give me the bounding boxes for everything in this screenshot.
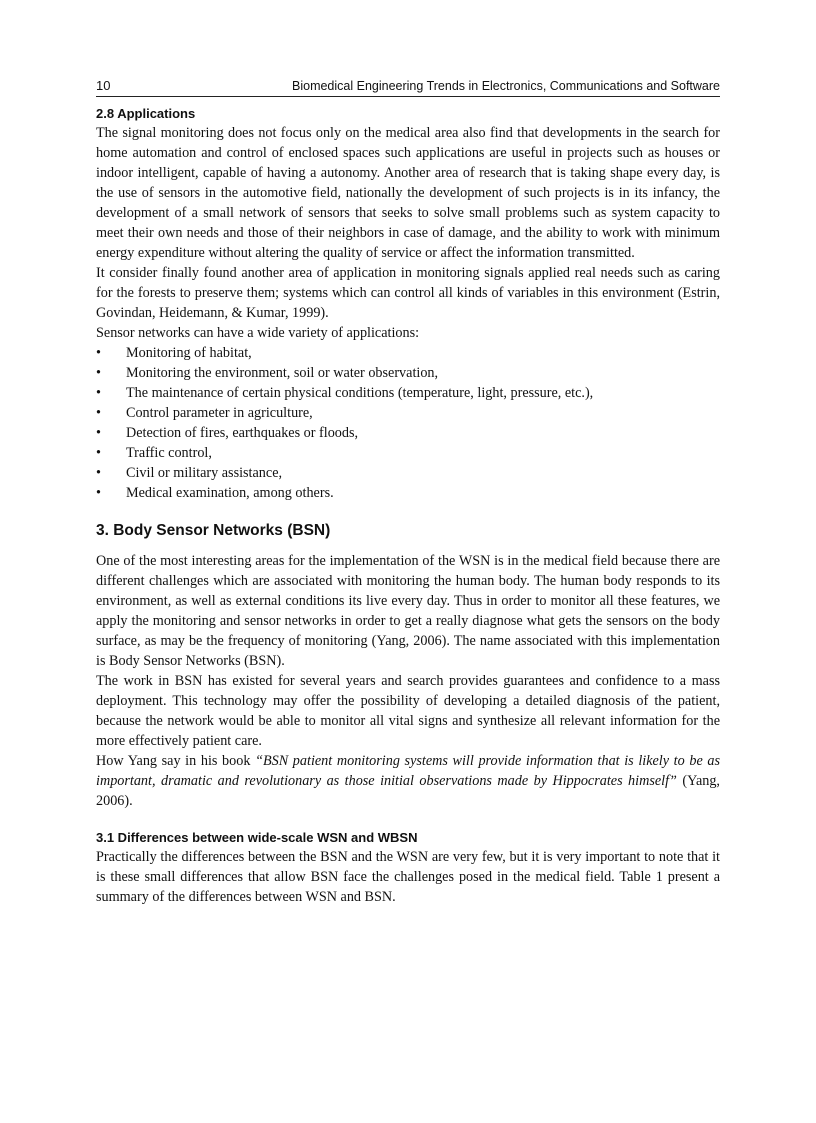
section-heading-2-8: 2.8 Applications [96,106,196,121]
list-item [96,363,720,383]
applications-list [96,343,720,503]
paragraph: The work in BSN has existed for several years and search provides guarantees and confidence to a mass deployment. This technology may offer the possibility of developing a detailed diagnosis of the patient, because the network would be able to monitor all vital signs and synthesize all relevant information for the more effectively patient care. [96,673,720,749]
list-item-text: The maintenance of certain physical conditions (temperature, light, pressure, etc.), [126,385,594,401]
list-item-text: Traffic control, [126,445,212,461]
section-heading-3-1: 3.1 Differences between wide-scale WSN and WBSN [96,830,418,845]
page-number: 10 [96,78,111,93]
list-item [96,383,720,403]
bullet-icon: • [96,365,101,381]
running-header [96,78,720,97]
paragraph: Sensor networks can have a wide variety of applications: [96,325,420,341]
bullet-icon: • [96,465,101,481]
quote-paragraph [96,751,720,811]
paragraph: One of the most interesting areas for the implementation of the WSN is in the medical field because there are different challenges which are associated with monitoring the human body. The human body responds to its environment, as well as external conditions its live every day. Thus in order to monitor all these features, we apply the monitoring and sensor networks in order to get a really diagnose what gets the sensors on the body surface, as may be the frequency of monitoring (Yang, 2006). The name associated with this implementation is Body Sensor Networks (BSN). [96,553,720,669]
list-item [96,423,720,443]
quote-lead: How Yang say in his book [96,753,256,769]
list-item-text: Detection of fires, earthquakes or floods, [126,425,359,441]
bullet-icon: • [96,445,101,461]
bullet-icon: • [96,485,101,501]
list-item [96,343,720,363]
list-item-text: Civil or military assistance, [126,465,283,481]
bullet-icon: • [96,405,101,421]
bullet-icon: • [96,385,101,401]
paragraph: The signal monitoring does not focus only on the medical area also find that developments in the search for home automation and control of enclosed spaces such applications are useful in projects such as houses or indoor intelligent, capable of having a autonomy. Another area of research that is taking shape every day, is the use of sensors in the automotive field, nationally the development of such projects is in its infancy, the development of a small network of sensors that seeks to solve small problems such as system capacity to meet their own needs and those of their neighbors in case of damage, and the ability to work with minimum energy expenditure without altering the quality of service or affect the information transmitted. [96,125,720,261]
book-title: Biomedical Engineering Trends in Electronics, Communications and Software [292,79,720,93]
quote-text: “BSN patient monitoring systems will provide information that is likely to be as important, dramatic and revolutionary as those initial observations made by Hippocrates himself” [96,753,720,789]
list-item-text: Control parameter in agriculture, [126,405,313,421]
list-item [96,483,720,503]
list-item [96,403,720,423]
list-item-text: Monitoring the environment, soil or water observation, [126,365,439,381]
quote-citation: (Yang, 2006). [96,773,720,809]
section-heading-3: 3. Body Sensor Networks (BSN) [96,522,331,539]
list-item-text: Monitoring of habitat, [126,345,252,361]
bullet-icon: • [96,345,101,361]
paragraph: It consider finally found another area of application in monitoring signals applied real needs such as caring for the forests to preserve them; systems which can control all kinds of variables in this environment (Estrin, Govindan, Heidemann, & Kumar, 1999). [96,265,720,321]
list-item [96,463,720,483]
document-page [96,78,720,907]
bullet-icon: • [96,425,101,441]
paragraph: Practically the differences between the BSN and the WSN are very few, but it is very important to note that it is these small differences that allow BSN face the challenges posed in the medical field. Table 1 present a summary of the differences between WSN and BSN. [96,849,720,905]
list-item [96,443,720,463]
list-item-text: Medical examination, among others. [126,485,334,501]
